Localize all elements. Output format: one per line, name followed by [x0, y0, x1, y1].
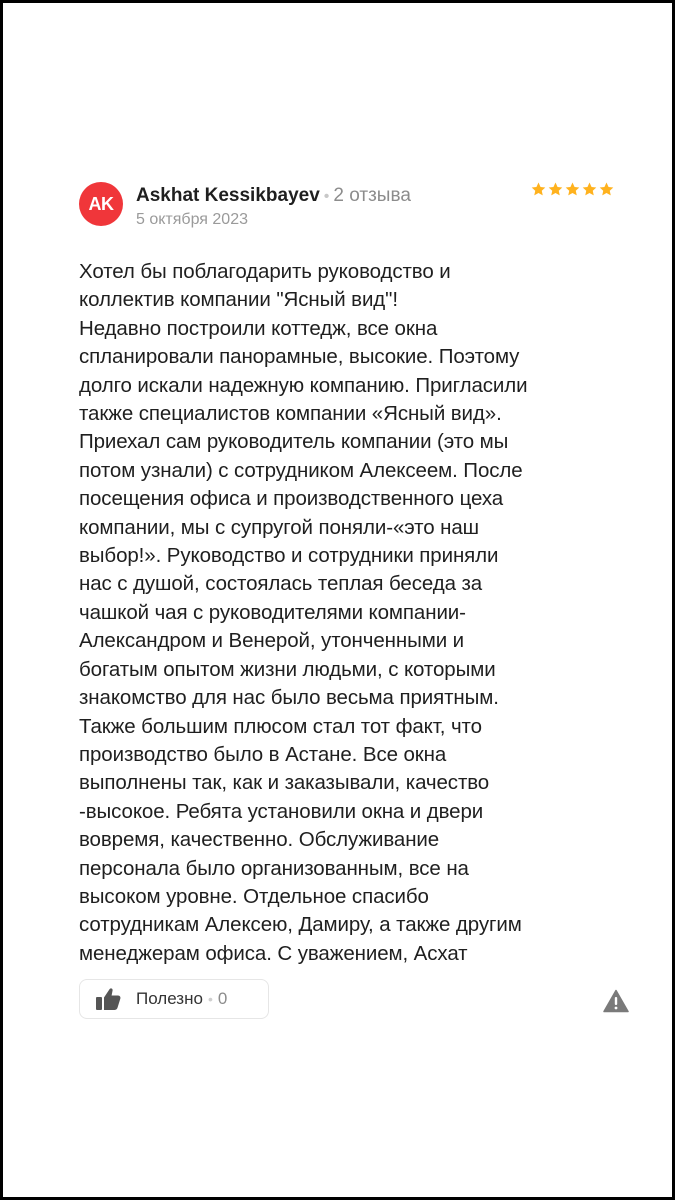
star-icon [530, 181, 547, 198]
review-text: Хотел бы поблагодарить руководство и коллектив компании "Ясный вид"! Недавно построили коттедж, все окна спланировали панорамные, высокие. Поэтому долго искали надежную компанию. Пригласили также специалистов компании «Ясный вид». Приехал сам руководитель компании (это мы потом узнали) с сотрудником Алексеем. После посещения офиса и производственного цеха компании, мы с супругой поняли-«это наш выбор!». Руководство и сотрудники приняли нас с душой, состоялась теплая беседа за чашкой чая с руководителями компании- Александром и Венерой, утонченными и богатым опытом жизни людьми, с которыми знакомство для нас было весьма приятным. Также большим плюсом стал тот факт, что производство было в Астане. Все окна выполнены так, как и заказывали, качество -высокое. Ребята установили окна и двери вовремя, качественно. Обслуживание персонала было организованным, все на высоком уровне. Отдельное спасибо сотрудникам Алексею, Дамиру, а также другим менеджерам офиса. С уважением, Асхат [79, 260, 528, 965]
avatar-initials: AK [88, 193, 114, 214]
review-date: 5 октября 2023 [136, 211, 248, 228]
rating-stars [530, 181, 615, 198]
warning-icon[interactable] [603, 989, 629, 1013]
author-name[interactable]: Askhat Kessikbayev [136, 185, 320, 206]
helpful-button[interactable] [79, 979, 269, 1019]
star-icon [547, 181, 564, 198]
helpful-separator: • [207, 991, 213, 1007]
star-icon [564, 181, 581, 198]
star-icon [598, 181, 615, 198]
author-line [136, 183, 411, 210]
helpful-count: 0 [217, 989, 228, 1008]
author-separator: • [323, 188, 330, 205]
author-reviews-count[interactable]: 2 отзыва [333, 185, 411, 206]
thumbs-up-icon [94, 985, 122, 1013]
helpful-label: Полезно [136, 989, 203, 1008]
avatar[interactable] [79, 182, 123, 226]
star-icon [581, 181, 598, 198]
